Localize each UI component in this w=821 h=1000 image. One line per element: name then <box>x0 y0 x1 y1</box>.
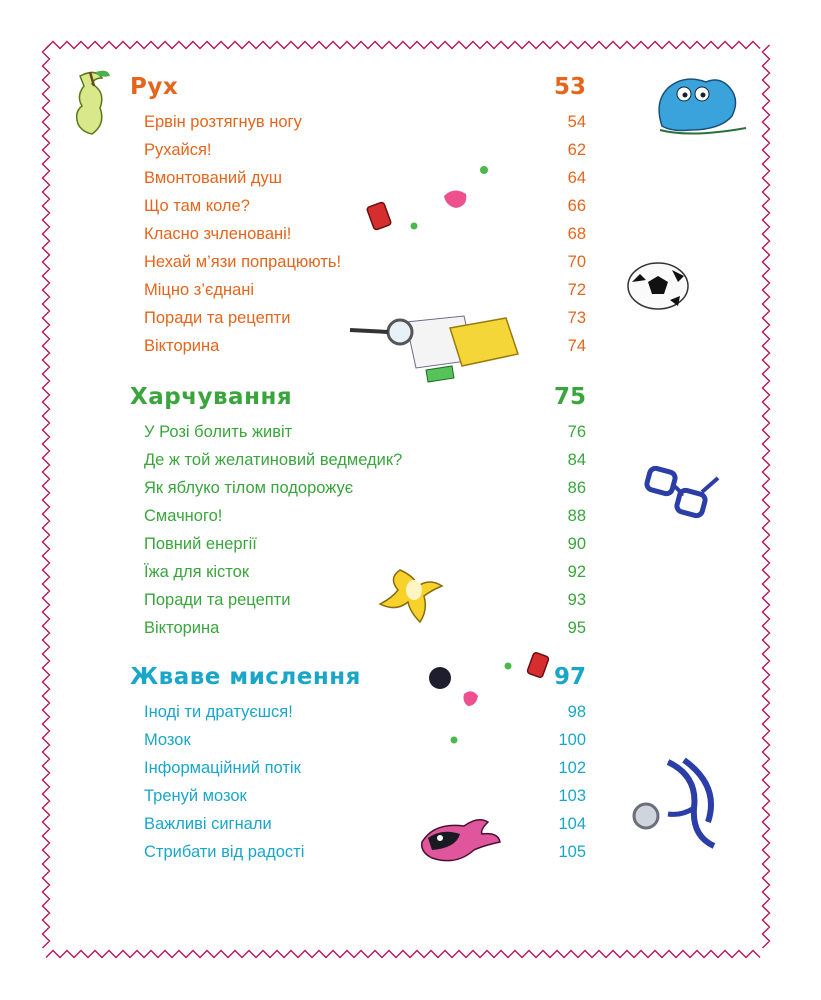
toc-entry <box>144 616 586 644</box>
section-heading <box>130 384 586 420</box>
toc-entry-title: Тренуй мозок <box>144 787 247 805</box>
glasses-icon <box>644 462 720 526</box>
toc-entry-page: 66 <box>567 197 586 215</box>
toc-entry-title: Вікторина <box>144 337 220 355</box>
toc-entry-title: Інформаційний потік <box>144 759 301 777</box>
thread-spool-icon <box>364 160 504 240</box>
section-page-number: 75 <box>553 384 586 410</box>
toc-entry-page: 100 <box>558 731 586 749</box>
toc-entry <box>144 532 586 560</box>
toc-entry-title: Стрибати від радості <box>144 843 305 861</box>
toc-entry <box>144 812 586 840</box>
toc-entry <box>144 560 586 588</box>
section-title: Рух <box>130 74 179 100</box>
fish-icon <box>418 812 502 870</box>
apple-core-icon <box>66 68 112 138</box>
toc-entry <box>144 278 586 306</box>
toc-entry-page: 105 <box>558 843 586 861</box>
toc-entry-page: 86 <box>567 479 586 497</box>
toc-entry-page: 76 <box>567 423 586 441</box>
toc-entry <box>144 110 586 138</box>
toc-entry-page: 92 <box>567 563 586 581</box>
toc-entry-title: Рухайся! <box>144 141 212 159</box>
toc-entry-page: 88 <box>567 507 586 525</box>
toc-entry-title: Вікторина <box>144 619 220 637</box>
section-title: Жваве мислення <box>130 664 361 690</box>
toc-entry-page: 90 <box>567 535 586 553</box>
toc-entry-page: 104 <box>558 815 586 833</box>
toc-entry-title: Смачного! <box>144 507 223 525</box>
toc-entry <box>144 756 586 784</box>
section-entries <box>130 420 586 644</box>
toc-entry-page: 62 <box>567 141 586 159</box>
toc-entry-title: Ервін розтягнув ногу <box>144 113 302 131</box>
toc-entry-title: Класно зчленовані! <box>144 225 292 243</box>
toc-entry-page: 70 <box>567 253 586 271</box>
toc-entry-title: У Розі болить живіт <box>144 423 293 441</box>
toc-entry <box>144 840 586 868</box>
toc-entry-page: 103 <box>558 787 586 805</box>
banana-peel-icon <box>370 556 450 626</box>
toc-entry-title: Важливі сигнали <box>144 815 272 833</box>
toc-entry-title: Поради та рецепти <box>144 591 291 609</box>
toc-entry-title: Як яблуко тілом подорожує <box>144 479 354 497</box>
toc-entry-page: 95 <box>567 619 586 637</box>
toc-entry-page: 93 <box>567 591 586 609</box>
toc-entry-page: 73 <box>567 309 586 327</box>
toc-entry-title: Міцно з’єднані <box>144 281 255 299</box>
toc-entry <box>144 448 586 476</box>
toc-entry-title: Вмонтований душ <box>144 169 283 187</box>
toc-entry <box>144 504 586 532</box>
toc-entry <box>144 588 586 616</box>
toc-entry-title: Що там коле? <box>144 197 250 215</box>
toc-entry-page: 74 <box>567 337 586 355</box>
toc-entry-page: 54 <box>567 113 586 131</box>
section-heading <box>130 74 586 110</box>
toc-entry-page: 72 <box>567 281 586 299</box>
soccer-ball-icon <box>626 260 690 310</box>
toc-entry-title: Їжа для кісток <box>144 563 250 581</box>
toc-entry-title: Іноді ти дратуєшся! <box>144 703 293 721</box>
toc-entry-page: 68 <box>567 225 586 243</box>
section-page-number: 53 <box>553 74 586 100</box>
section-title: Харчування <box>130 384 293 410</box>
toc-entry-title: Мозок <box>144 731 191 749</box>
toc-entry-title: Нехай м’язи попрацюють! <box>144 253 342 271</box>
section-page-number: 97 <box>553 664 586 690</box>
stethoscope-icon <box>628 756 722 852</box>
toc-section-nutrition <box>130 384 586 644</box>
toc-entry-title: Поради та рецепти <box>144 309 291 327</box>
toc-entry <box>144 420 586 448</box>
toc-entry <box>144 784 586 812</box>
toc-entry-title: Де ж той желатиновий ведмедик? <box>144 451 403 469</box>
toc-entry-page: 84 <box>567 451 586 469</box>
magnifier-map-notebook-icon <box>346 308 526 384</box>
toc-entry-title: Повний енергії <box>144 535 257 553</box>
toc-entry-page: 98 <box>567 703 586 721</box>
toc-entry-page: 64 <box>567 169 586 187</box>
toc-entry-page: 102 <box>558 759 586 777</box>
toc-entry <box>144 476 586 504</box>
ball-icon <box>424 650 564 750</box>
toc-entry <box>144 250 586 278</box>
blue-creature-icon <box>650 72 750 138</box>
